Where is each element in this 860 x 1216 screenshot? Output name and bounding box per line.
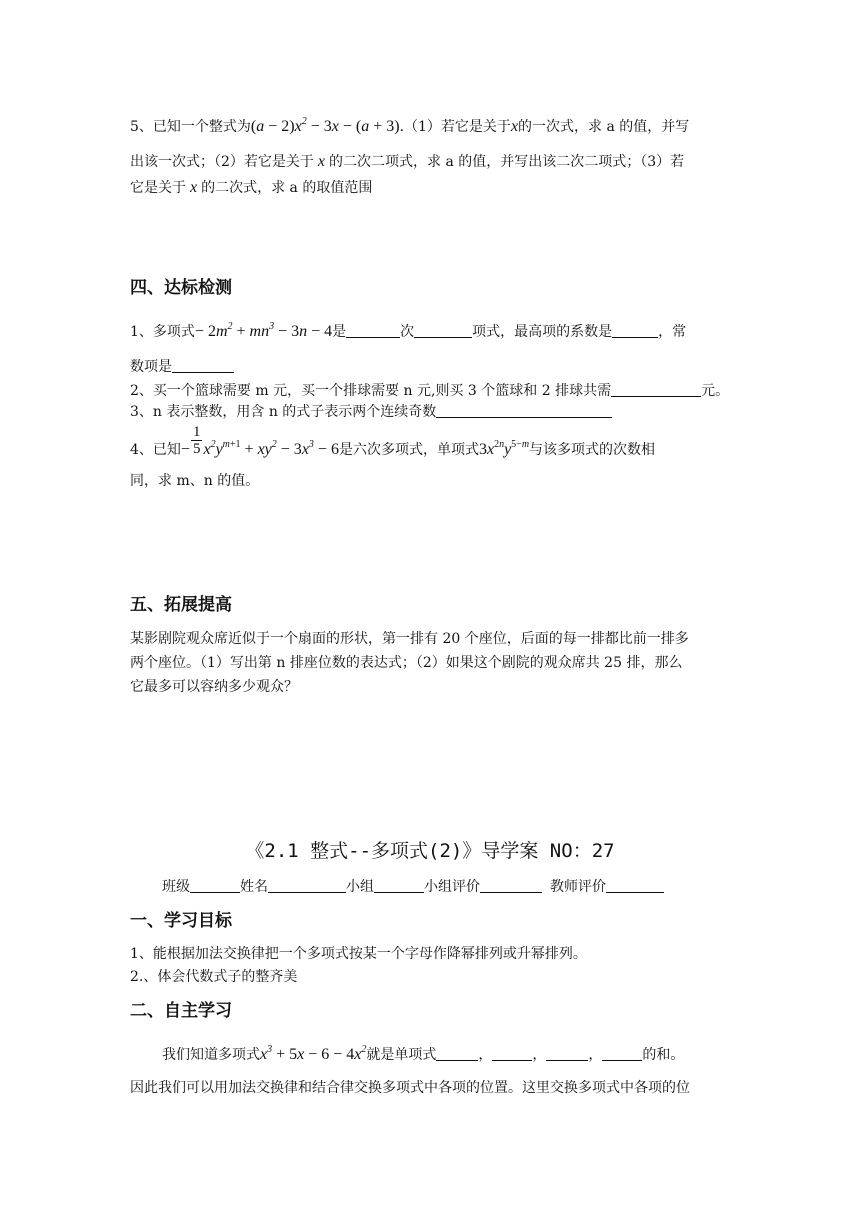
s2-p1-tail: 的和。	[642, 1047, 685, 1063]
section1-heading: 一、学习目标	[130, 911, 232, 931]
s2-polynomial: $x^3 + 5x - 6 - 4x^2$	[260, 1044, 367, 1063]
q5-var-x: x	[313, 153, 330, 170]
s4-q3	[130, 401, 742, 421]
answer-blank[interactable]	[602, 1046, 642, 1061]
info-row	[162, 876, 774, 896]
answer-blank[interactable]	[414, 323, 472, 338]
s4-q4-line2: 同，求 m、n 的值。	[130, 473, 260, 489]
s4-q1-line2	[130, 356, 742, 376]
s1-item: 1、能根据加法交换律把一个多项式按某一个字母作降幂排列或升幂排列。	[130, 946, 587, 962]
section2-heading: 二、自主学习	[130, 1001, 232, 1021]
q5-var-x: x	[510, 118, 519, 135]
answer-blank[interactable]	[172, 358, 234, 373]
s2-para1: 我们知道多项式$x^3 + 5x - 6 - 4x^2$就是单项式 ， ， ， 的和。	[162, 1044, 685, 1063]
q5-line1	[130, 116, 742, 136]
q5-line2-a: 出该一次式；（2）若它是关于	[130, 154, 314, 170]
q5-mid1: 的一次式，求 a 的值，并写	[518, 119, 690, 135]
s4-q3-text: 3、n 表示整数，用含 n 的式子表示两个连续奇数	[130, 404, 437, 420]
s4-q2-text: 2、买一个篮球需要 m 元，买一个排球需要 n 元,则买 3 个篮球和 2 排球共需	[130, 383, 612, 399]
s4-q4-polynomial: − $\frac{1}{5}$ $x^2y^{m+1} + xy^2 - 3x^3 - 6$	[180, 424, 339, 459]
s2-p1-mid: 就是单项式	[366, 1047, 437, 1063]
s4-q4-mid: 是六次多项式，单项式	[338, 442, 479, 459]
fraction-one-fifth: $\frac{1}{5}$	[192, 424, 201, 457]
s4-q4-prefix: 4、已知	[130, 442, 181, 459]
q5-line3	[130, 177, 742, 197]
teacher-eval-field[interactable]	[606, 878, 664, 893]
q5-line2	[130, 151, 742, 171]
s4-q1-polynomial: − $2m^2 + mn^3 - 3n - 4$	[194, 321, 333, 340]
q5-after-expr: .（1）若它是关于	[399, 119, 511, 135]
s4-q1-is: 是	[332, 324, 347, 340]
document-title: 《2.1 整式--多项式(2)》导学案 NO：27	[245, 840, 615, 862]
s4-q2-unit: 元。	[701, 383, 730, 399]
group-eval-label: 小组评价	[424, 879, 480, 895]
s4-q4-line1	[130, 424, 742, 464]
answer-blank[interactable]	[436, 403, 612, 418]
group-label: 小组	[346, 879, 374, 895]
s4-q1-line1	[130, 321, 742, 341]
answer-blank[interactable]	[346, 323, 400, 338]
s4-q4-tail: 与该多项式的次数相	[529, 442, 656, 459]
class-label: 班级	[162, 879, 190, 895]
s4-q4-monomial: $3x^{2n}y^{5-m}$	[478, 439, 530, 459]
group-eval-field[interactable]	[480, 878, 542, 893]
s1-item: 2.、体会代数式子的整齐美	[130, 969, 298, 985]
s4-q2	[130, 380, 742, 400]
s4-q1-line2: 数项是	[130, 359, 172, 375]
s5-line: 它最多可以容纳多少观众？	[130, 679, 298, 695]
s4-q1-term: 项式，最高项的系数是	[472, 324, 613, 340]
s5-line: 某影剧院观众席近似于一个扇面的形状，第一排有 20 个座位，后面的每一排都比前一排多	[130, 631, 689, 647]
q5-intro: 5、已知一个整式为	[130, 119, 251, 135]
q5-line3-a: 它是关于	[130, 180, 186, 196]
s4-q1-ci: 次	[400, 324, 415, 340]
name-field[interactable]	[268, 878, 346, 893]
teacher-eval-label: 教师评价	[550, 879, 606, 895]
answer-blank[interactable]	[612, 323, 658, 338]
s4-q1-tail: ，常	[658, 324, 687, 340]
s5-line: 两个座位。（1）写出第 n 排座位数的表达式；（2）如果这个剧院的观众席共 25 排，那么	[130, 655, 683, 671]
q5-line3-b: 的二次式，求 a 的取值范围	[201, 180, 373, 196]
answer-blank[interactable]	[436, 1046, 478, 1061]
section5-heading: 五、拓展提高	[130, 595, 232, 615]
class-field[interactable]	[190, 878, 240, 893]
answer-blank[interactable]	[546, 1046, 588, 1061]
s2-p1-prefix: 我们知道多项式	[162, 1047, 260, 1063]
q5-line2-b: 的二次二项式，求 a 的值，并写出该二次二项式；（3）若	[329, 154, 685, 170]
answer-blank[interactable]	[611, 382, 701, 397]
group-field[interactable]	[374, 878, 424, 893]
q5-var-x: x	[186, 179, 202, 196]
s4-q1-prefix: 1、多项式	[130, 324, 195, 340]
name-label: 姓名	[240, 879, 268, 895]
q5-expression: $(a - 2)x^2 - 3x - (a + 3)$	[250, 116, 400, 135]
s2-para2: 因此我们可以用加法交换律和结合律交换多项式中各项的位置。这里交换多项式中各项的位	[130, 1080, 690, 1096]
answer-blank[interactable]	[492, 1046, 532, 1061]
section4-heading: 四、达标检测	[130, 278, 232, 298]
